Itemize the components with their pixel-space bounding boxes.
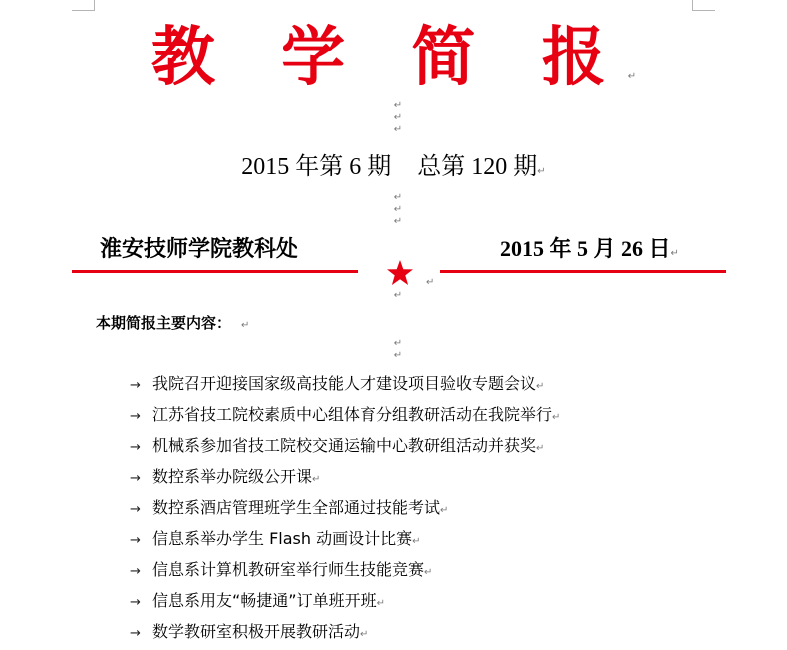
paragraph-mark: ↵	[536, 443, 545, 454]
paragraph-mark: ↵	[670, 248, 679, 259]
list-item[interactable]: → 信息系计算机教研室举行师生技能竞赛↵	[130, 554, 560, 585]
paragraph-mark: ↵	[393, 192, 403, 203]
paragraph-mark: ↵	[537, 166, 546, 177]
paragraph-mark: ↵	[393, 112, 403, 123]
list-item[interactable]: → 数控系酒店管理班学生全部通过技能考试↵	[130, 492, 560, 523]
header-rule-right	[440, 270, 726, 273]
organization-name[interactable]: 淮安技师学院教科处	[100, 236, 299, 262]
header-rule-left	[72, 270, 358, 273]
paragraph-mark: ↵	[426, 277, 435, 288]
paragraph-mark: ↵	[627, 71, 637, 82]
list-item[interactable]: → 信息系用友“畅捷通”订单班开班↵	[130, 585, 560, 616]
newsletter-title[interactable]: 教 学 简 报↵	[150, 20, 637, 95]
paragraph-mark: ↵	[376, 598, 385, 609]
tab-arrow-icon: →	[130, 471, 141, 486]
red-star-icon	[386, 259, 414, 287]
paragraph-mark: ↵	[552, 412, 561, 423]
tab-arrow-icon: →	[130, 440, 141, 455]
paragraph-mark: ↵	[440, 505, 449, 516]
tab-arrow-icon: →	[130, 595, 141, 610]
paragraph-mark: ↵	[360, 629, 369, 640]
paragraph-mark: ↵	[241, 320, 250, 331]
paragraph-mark: ↵	[393, 216, 403, 227]
tab-arrow-icon: →	[130, 378, 141, 393]
issue-number: 2015 年第 6 期	[241, 154, 392, 180]
total-issue-number: 总第 120 期	[417, 154, 538, 180]
paragraph-mark: ↵	[393, 338, 403, 349]
tab-arrow-icon: →	[130, 626, 141, 641]
tab-arrow-icon: →	[130, 409, 141, 424]
list-item[interactable]: → 数控系举办院级公开课↵	[130, 461, 560, 492]
paragraph-mark: ↵	[393, 204, 403, 215]
crop-mark-top-right	[692, 0, 715, 11]
empty-paragraphs	[392, 192, 404, 228]
tab-arrow-icon: →	[130, 533, 141, 548]
tab-arrow-icon: →	[130, 564, 141, 579]
list-item[interactable]: → 数学教研室积极开展教研活动↵	[130, 616, 560, 647]
empty-paragraph	[392, 290, 404, 302]
empty-paragraphs	[392, 338, 404, 362]
list-item[interactable]: → 机械系参加省技工院校交通运输中心教研组活动并获奖↵	[130, 430, 560, 461]
paragraph-mark: ↵	[424, 567, 433, 578]
publication-date[interactable]: 2015 年 5 月 26 日↵	[500, 236, 679, 261]
paragraph-mark: ↵	[312, 474, 321, 485]
issue-line[interactable]	[0, 150, 787, 189]
empty-paragraphs	[392, 100, 404, 136]
list-item[interactable]: → 江苏省技工院校素质中心组体育分组教研活动在我院举行↵	[130, 399, 560, 430]
paragraph-mark: ↵	[412, 536, 421, 547]
paragraph-mark: ↵	[393, 290, 403, 301]
paragraph-mark: ↵	[393, 124, 403, 135]
paragraph-mark: ↵	[393, 100, 403, 111]
paragraph-mark: ↵	[536, 381, 545, 392]
summary-item-list	[130, 368, 560, 647]
paragraph-mark: ↵	[393, 350, 403, 361]
list-item[interactable]: → 我院召开迎接国家级高技能人才建设项目验收专题会议↵	[130, 368, 560, 399]
tab-arrow-icon: →	[130, 502, 141, 517]
list-item[interactable]: → 信息系举办学生 Flash 动画设计比赛↵	[130, 523, 560, 554]
summary-heading[interactable]: 本期简报主要内容： ↵	[96, 314, 250, 332]
crop-mark-top-left	[72, 0, 95, 11]
